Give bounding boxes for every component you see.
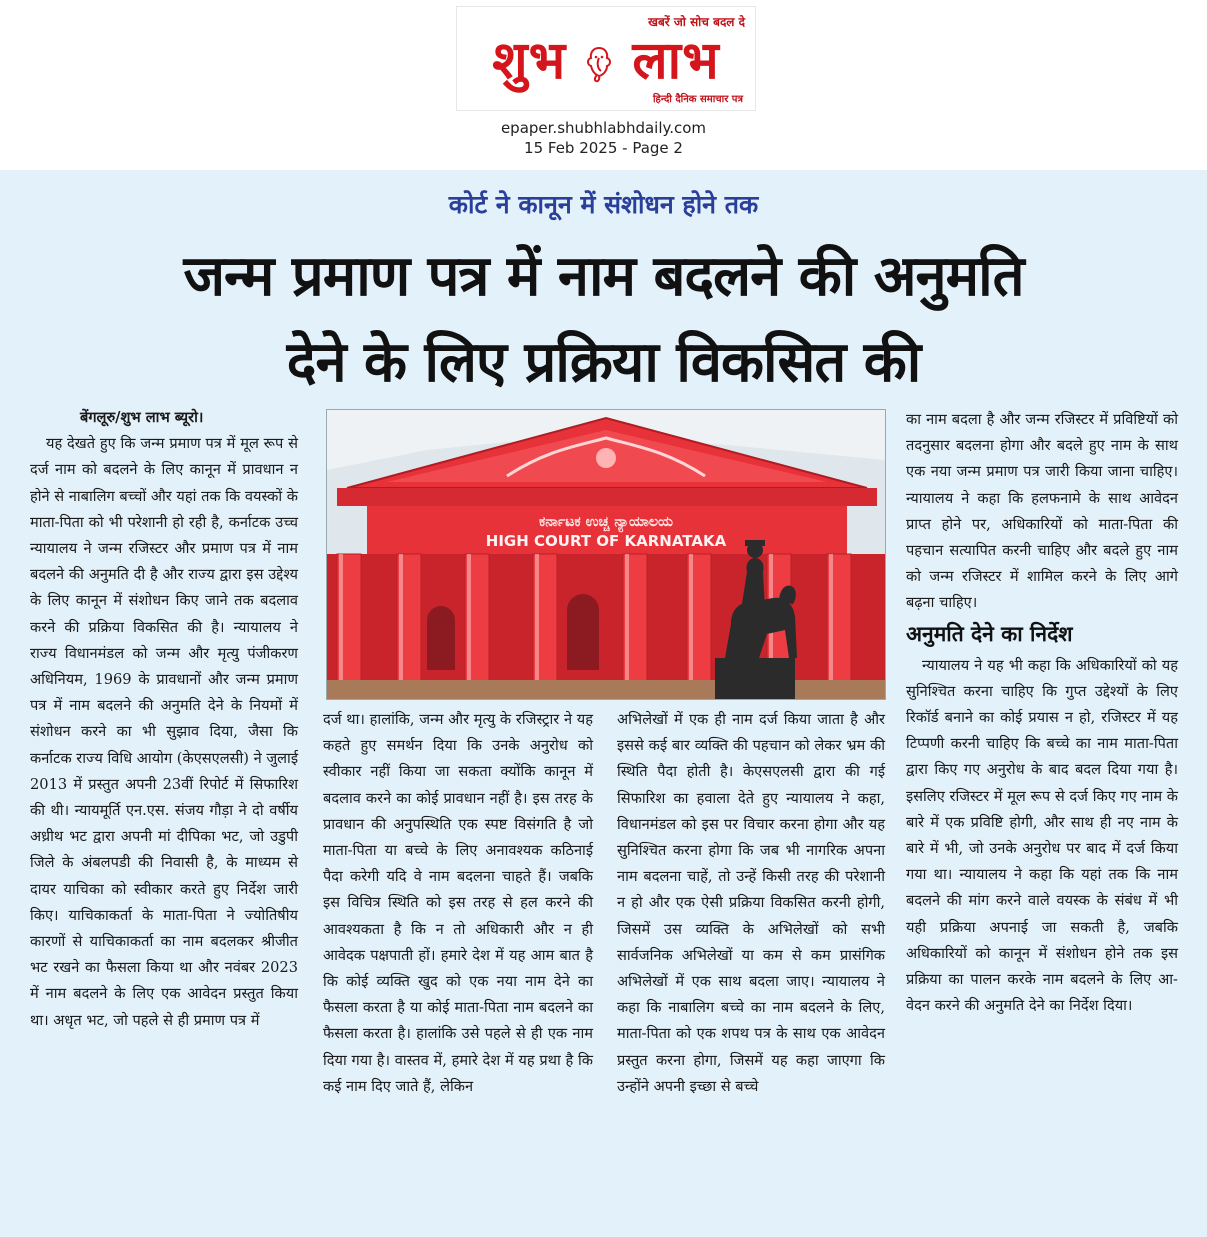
article-column-1 — [30, 405, 298, 1034]
sign-english: HIGH COURT OF KARNATAKA — [485, 532, 727, 550]
subheading: अनुमति देने का निर्देश — [906, 621, 1073, 646]
byline: बेंगलूरु/शुभ लाभ ब्यूरो। — [80, 409, 204, 426]
high-court-illustration — [327, 410, 885, 699]
headline-line-2: देने के लिए प्रक्रिया विकसित की — [286, 330, 921, 395]
article-kicker: कोर्ट ने कानून में संशोधन होने तक — [448, 190, 759, 219]
article-column-2 — [323, 707, 593, 1100]
column-2-text: दर्ज था। हालांकि, जन्म और मृत्यु के रजिस्ट्रार ने यह कहते हुए समर्थन दिया कि उनके अनुरोध को स्वीकार नहीं किया जा सकता क्योंकि कानून में बदलाव करने का कोई प्रावधान नहीं है। इस तरह के प्रावधान की अनुपस्थिति एक स्पष्ट विसंगति है जो माता-पिता या बच्चे के लिए अनावश्यक कठिनाई पैदा करेगी यदि वे नाम बदलना चाहते हैं। जबकि इस विचित्र स्थिति को इस तरह से हल करने की आवश्यकता है कि न तो अधिकारी और न ही आवेदक पक्षपाती हों। हमारे देश में यह आम बात है कि कोई व्यक्ति खुद को एक नया नाम देने का फैसला करता है या कोई माता-पिता नाम बदलने का फैसला करता है। हालांकि उसे पहले से ही एक नाम दिया गया है। वास्तव में, हमारे देश में यह प्रथा है कि कई नाम दिए जाते हैं, लेकिन — [323, 711, 593, 1095]
logo-subtitle: हिन्दी दैनिक समाचार पत्र — [652, 94, 743, 105]
headline-line-1: जन्म प्रमाण पत्र में नाम बदलने की अनुमति — [183, 244, 1024, 309]
logo-word-left: शुभ — [492, 31, 567, 91]
column-4-text-b: न्यायालय ने यह भी कहा कि अधिकारियों को यह सुनिश्चित करना चाहिए कि गुप्त उद्देश्यों के लिए रिकॉर्ड बनाने का कोई प्रयास न हो, रजिस्टर में यह टिप्पणी करनी चाहिए कि बच्चे का नाम माता-पिता द्वारा किए गए अनुरोध के बाद बदल दिया गया है। इसलिए रजिस्टर में मूल रूप से दर्ज किए गए नाम के बारे में एक प्रविष्टि होगी, और साथ ही नए नाम के बारे में भी, जो उनके अनुरोध पर बाद में दर्ज किया गया था। न्यायालय ने कहा कि यहां तक कि नाम बदलने की मांग करने वाले वयस्क के संबंध में भी यही प्रक्रिया अपनाई जा सकती है, जबकि अधिकारियों को कानून में संशोधन होने तक इस प्रक्रिया का पालन करके नाम बदलने के लिए आ-वेदन करने की अनुमति देने का निर्देश दिया। — [906, 656, 1178, 1015]
column-3-text: अभिलेखों में एक ही नाम दर्ज किया जाता है और इससे कई बार व्यक्ति की पहचान को लेकर भ्रम की स्थिति पैदा होती है। केएसएलसी द्वारा की गई सिफारिश का हवाला देते हुए न्यायालय ने कहा, विधानमंडल को इस पर विचार करना होगा और यह सुनिश्चित करना होगा कि जब भी नागरिक अपना नाम बदलना चाहें, तो उन्हें किसी तरह की परेशानी न हो और एक ऐसी प्रक्रिया विकसित करनी होगी, जिसमें उस व्यक्ति के अभिलेखों को सभी सार्वजनिक अभिलेखों या कम से कम प्रासंगिक अभिलेखों में एक साथ बदला जाए। न्यायालय ने कहा कि नाबालिग बच्चे का नाम बदलने के लिए, माता-पिता को एक शपथ पत्र के साथ एक आवेदन प्रस्तुत करना होगा, जिसमें यह कहा जाएगा कि उन्होंने अपनी इच्छा से बच्चे — [617, 711, 885, 1095]
edition-date: 15 Feb 2025 - Page 2 — [524, 139, 683, 157]
article-column-3 — [617, 707, 885, 1100]
logo-wordmark — [461, 23, 751, 94]
column-1-text: यह देखते हुए कि जन्म प्रमाण पत्र में मूल रूप से दर्ज नाम को बदलने के लिए कानून में प्रावधान न होने से नाबालिग बच्चों और यहां तक कि वयस्कों के माता-पिता को भी परेशानी हो रही है, कर्नाटक उच्च न्यायालय ने जन्म रजिस्टर और प्रमाण पत्र में नाम बदलने की अनुमति दी है और राज्य द्वारा इस उद्देश्य के लिए कानून में संशोधन किए जाने तक बदलाव करने की प्रक्रिया विकसित की है। न्यायालय ने राज्य विधानमंडल को जन्म और मृत्यु पंजीकरण अधिनियम, 1969 के प्रावधानों और जन्म प्रमाण पत्र में नाम बदलने की अनुमति देने के नियमों में संशोधन करने का भी सुझाव दिया, जैसा कि कर्नाटक राज्य विधि आयोग (केएसएलसी) ने जुलाई 2013 में प्रस्तुत अपनी 23वीं रिपोर्ट में सिफारिश की थी। न्यायमूर्ति एन.एस. संजय गौड़ा ने दो वर्षीय अध्रीथ भट द्वारा अपनी मां दीपिका भट, जो उडुपी जिले के अंबलपडी की निवासी है, के माध्यम से दायर याचिका को स्वीकार करते हुए निर्देश जारी किए। याचिकाकर्ता के माता-पिता ने ज्योतिषीय कारणों से याचिकाकर्ता का नाम बदलकर श्रीजीत भट रखने का फैसला किया था और नवंबर 2023 में नाम बदलने के लिए एक आवेदन प्रस्तुत किया था। अधृत भट, जो पहले से ही प्रमाण पत्र में — [30, 435, 298, 1029]
page-header — [0, 0, 1207, 170]
logo-word-right: लाभ — [632, 31, 720, 91]
newspaper-logo[interactable] — [456, 6, 756, 111]
source-url[interactable]: epaper.shubhlabhdaily.com — [500, 119, 707, 137]
article-column-4 — [906, 407, 1178, 1019]
ganesha-icon — [585, 44, 613, 84]
column-4-text-a: का नाम बदला है और जन्म रजिस्टर में प्रविष्टियों को तदनुसार बदलना होगा और बदले हुए नाम के साथ एक नया जन्म प्रमाण पत्र जारी किया जाना चाहिए। न्यायालय ने कहा कि हलफनामे के साथ आवेदन प्राप्त होने पर, अधिकारियों को माता-पिता की पहचान सत्यापित करनी चाहिए और बदले हुए नाम को जन्म रजिस्टर में शामिल करने के लिए आगे बढ़ना चाहिए। — [906, 411, 1178, 612]
high-court-photo — [326, 409, 886, 700]
sign-kannada: ಕರ್ನಾಟಕ ಉಚ್ಚ ನ್ಯಾಯಾಲಯ — [538, 514, 674, 530]
logo-tagline: खबरें जो सोच बदल दे — [648, 15, 745, 29]
